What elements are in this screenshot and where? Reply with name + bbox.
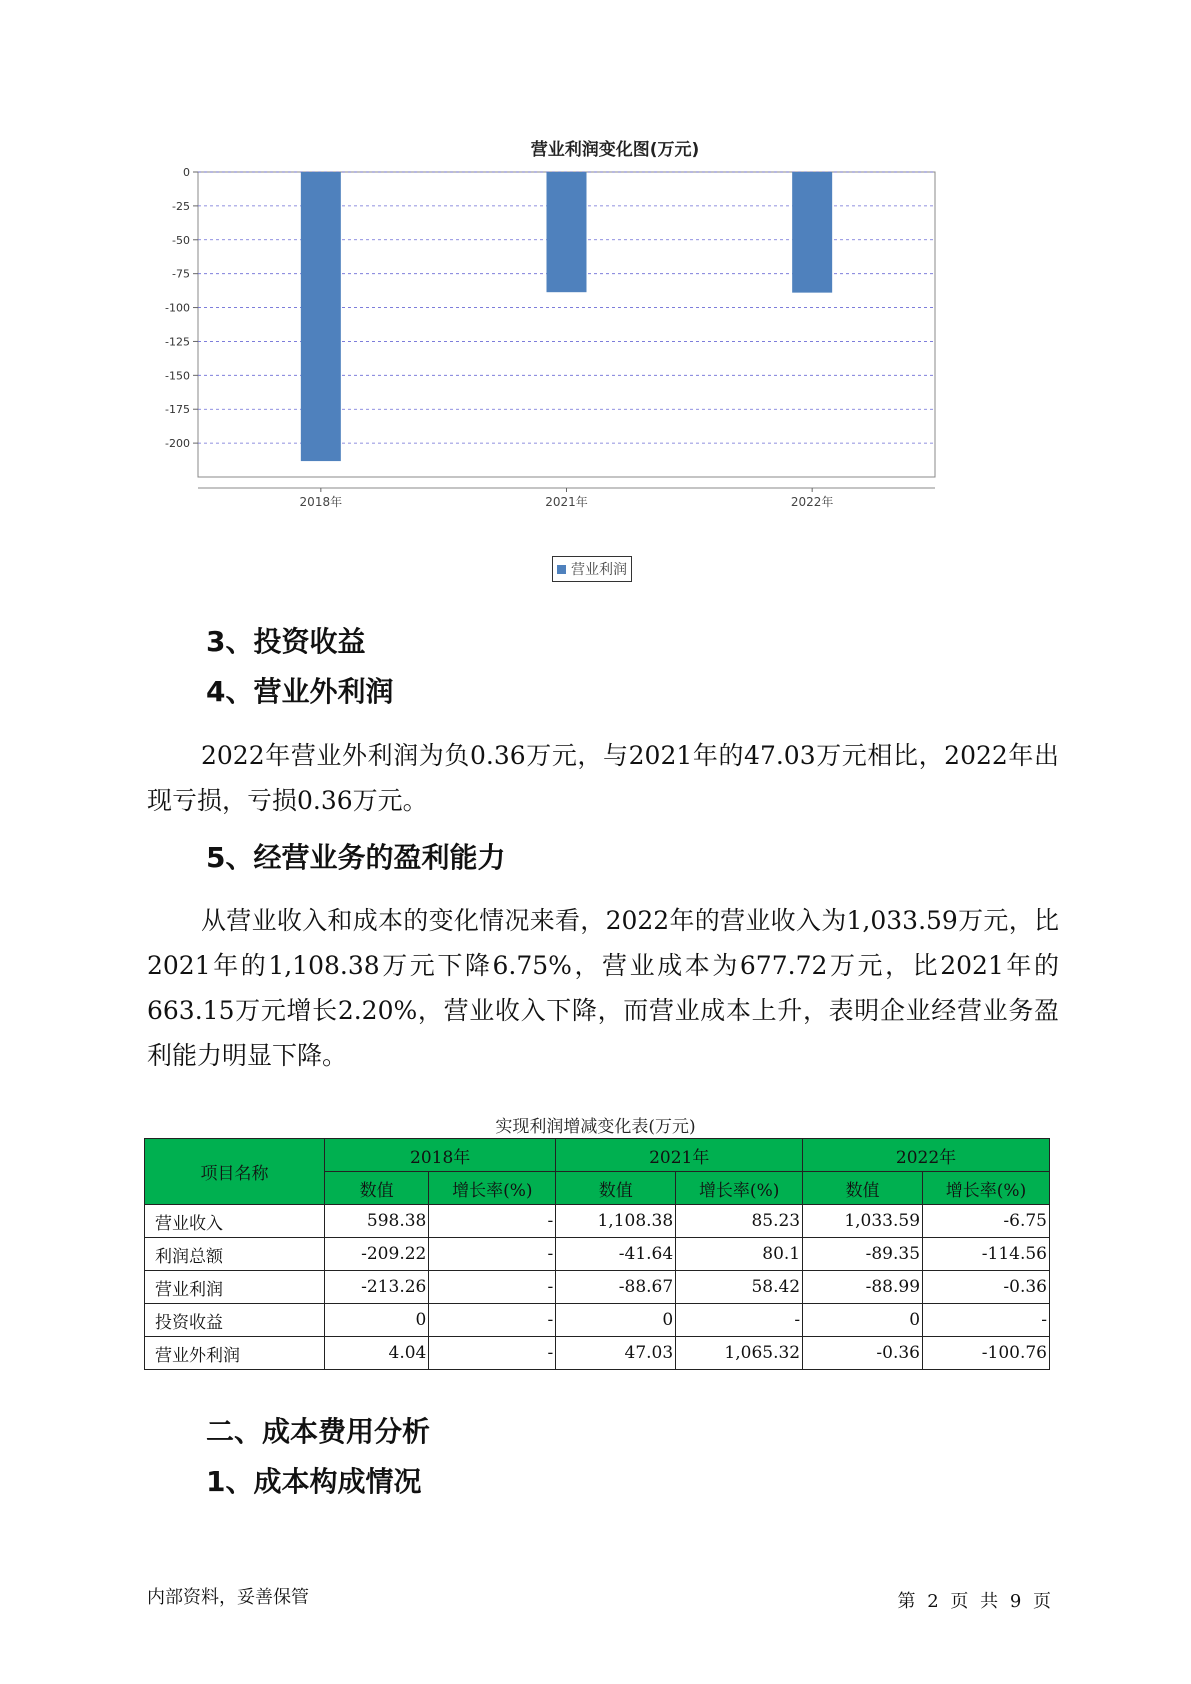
cell-growth: - — [429, 1271, 556, 1304]
y-tick-label: -75 — [172, 267, 190, 281]
cell-value: 0 — [325, 1304, 429, 1337]
cell-growth: -114.56 — [923, 1238, 1050, 1271]
cell-value: 0 — [556, 1304, 676, 1337]
header-year-2022: 2022年 — [803, 1139, 1050, 1172]
chart-title: 营业利润变化图(万元) — [530, 140, 700, 160]
paragraph-profitability: 从营业收入和成本的变化情况来看，2022年的营业收入为1,033.59万元，比2021年的1,108.38万元下降6.75%，营业成本为677.72万元，比2021年的663.15万元增长2.20%，营业收入下降，而营业成本上升，表明企业经营业务盈利能力明显下降。 — [147, 906, 1059, 1070]
cell-growth: 80.1 — [676, 1238, 803, 1271]
table-title: 实现利润增减变化表(万元) — [495, 1117, 696, 1137]
cell-growth: - — [429, 1304, 556, 1337]
row-name: 利润总额 — [145, 1238, 325, 1271]
cell-growth: -100.76 — [923, 1337, 1050, 1370]
header-growth: 增长率(%) — [676, 1172, 803, 1205]
table-row — [145, 1271, 1050, 1304]
operating-profit-chart — [150, 130, 1030, 600]
table-row — [145, 1238, 1050, 1271]
cell-growth: - — [429, 1205, 556, 1238]
cell-value: -213.26 — [325, 1271, 429, 1304]
bar — [301, 172, 341, 461]
header-year-2018: 2018年 — [325, 1139, 556, 1172]
cell-value: -0.36 — [803, 1337, 923, 1370]
profit-change-table — [144, 1138, 1050, 1370]
cell-growth: - — [429, 1337, 556, 1370]
y-tick-label: -50 — [172, 233, 190, 247]
header-value: 数值 — [556, 1172, 676, 1205]
cell-value: 4.04 — [325, 1337, 429, 1370]
bar — [792, 172, 832, 293]
cell-value: -89.35 — [803, 1238, 923, 1271]
x-category-label: 2021年 — [545, 495, 588, 509]
cell-growth: - — [676, 1304, 803, 1337]
cell-value: 0 — [803, 1304, 923, 1337]
cell-growth: - — [923, 1304, 1050, 1337]
x-category-label: 2018年 — [299, 495, 343, 509]
header-value: 数值 — [803, 1172, 923, 1205]
y-tick-label: -25 — [172, 199, 190, 213]
row-name: 营业利润 — [145, 1271, 325, 1304]
cell-value: -41.64 — [556, 1238, 676, 1271]
y-tick-label: -200 — [165, 437, 190, 451]
paragraph-non-operating-profit: 2022年营业外利润为负0.36万元，与2021年的47.03万元相比，2022年出现亏损，亏损0.36万元。 — [147, 741, 1059, 815]
cell-value: 1,108.38 — [556, 1205, 676, 1238]
chart-svg — [150, 130, 1030, 550]
cell-growth: 58.42 — [676, 1271, 803, 1304]
header-growth: 增长率(%) — [429, 1172, 556, 1205]
legend-label: 营业利润 — [571, 562, 627, 578]
legend-swatch — [557, 565, 566, 574]
heading-investment-income: 3、投资收益 — [206, 625, 366, 658]
y-tick-label: -100 — [165, 301, 190, 315]
y-tick-label: -150 — [165, 369, 190, 383]
footer-confidential: 内部资料，妥善保管 — [147, 1587, 309, 1608]
table-row — [145, 1205, 1050, 1238]
row-name: 投资收益 — [145, 1304, 325, 1337]
x-category-label: 2022年 — [790, 495, 834, 509]
cell-growth: 1,065.32 — [676, 1337, 803, 1370]
heading-cost-analysis: 二、成本费用分析 — [206, 1415, 431, 1448]
cell-growth: - — [429, 1238, 556, 1271]
table-row — [145, 1304, 1050, 1337]
table-row — [145, 1337, 1050, 1370]
chart-legend — [552, 556, 632, 582]
footer-page-number: 第 2 页 共 9 页 — [897, 1591, 1051, 1612]
row-name: 营业收入 — [145, 1205, 325, 1238]
cell-growth: 85.23 — [676, 1205, 803, 1238]
row-name: 营业外利润 — [145, 1337, 325, 1370]
header-growth: 增长率(%) — [923, 1172, 1050, 1205]
cell-growth: -0.36 — [923, 1271, 1050, 1304]
cell-value: -88.99 — [803, 1271, 923, 1304]
cell-value: 598.38 — [325, 1205, 429, 1238]
cell-value: 47.03 — [556, 1337, 676, 1370]
y-tick-label: -125 — [165, 335, 190, 349]
heading-profitability: 5、经营业务的盈利能力 — [206, 841, 506, 874]
cell-growth: -6.75 — [923, 1205, 1050, 1238]
heading-cost-structure: 1、成本构成情况 — [206, 1465, 422, 1498]
cell-value: 1,033.59 — [803, 1205, 923, 1238]
header-item-name: 项目名称 — [145, 1139, 325, 1205]
bar — [547, 172, 587, 292]
y-tick-label: 0 — [183, 166, 190, 179]
heading-non-operating-profit: 4、营业外利润 — [206, 675, 394, 708]
header-year-2021: 2021年 — [556, 1139, 803, 1172]
cell-value: -88.67 — [556, 1271, 676, 1304]
cell-value: -209.22 — [325, 1238, 429, 1271]
y-tick-label: -175 — [165, 403, 190, 417]
header-value: 数值 — [325, 1172, 429, 1205]
